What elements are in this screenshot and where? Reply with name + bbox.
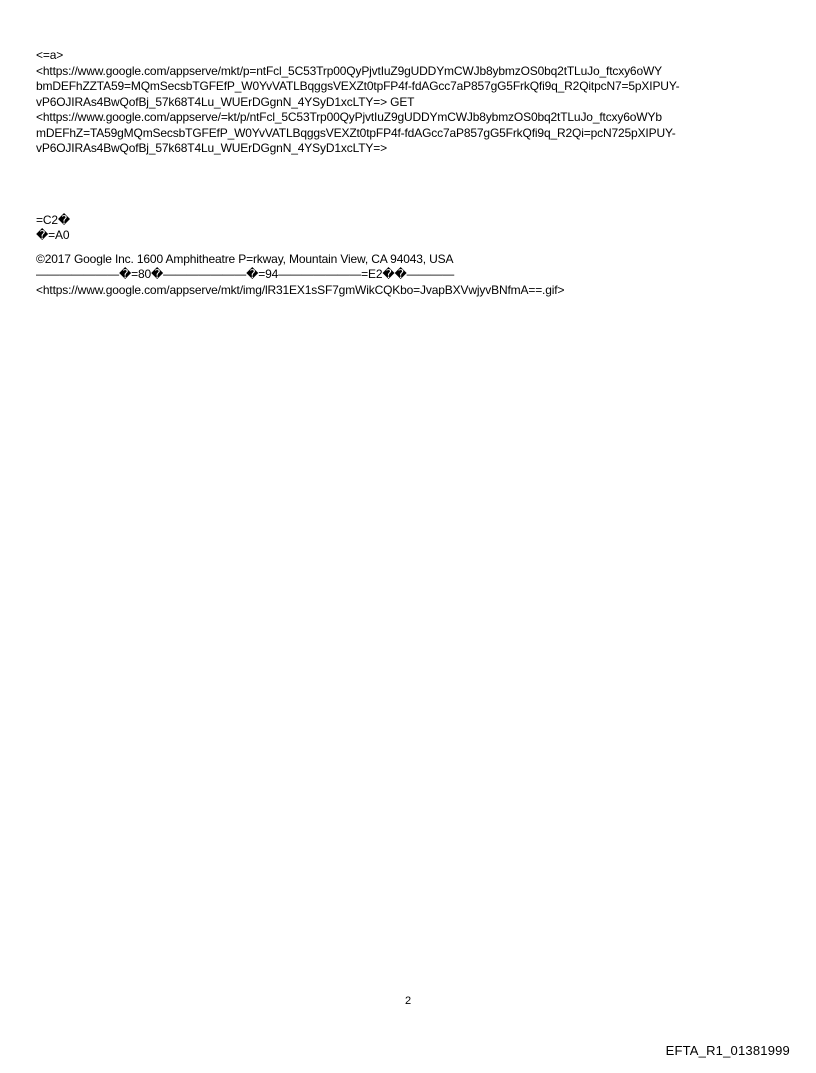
url-line: <https://www.google.com/appserve/=kt/p/ntFcl_5C53Trp00QyPjvtIuZ9gUDDYmCWJb8ybmzOS0bq2tTLuJo_ftcxy6oWYb xyxy=(36,110,662,124)
url-line: <https://www.google.com/appserve/mkt/p=ntFcl_5C53Trp00QyPjvtIuZ9gUDDYmCWJb8ybmzOS0bq2tTLuJo_ftcxy6oWY xyxy=(36,63,663,78)
bates-number: EFTA_R1_01381999 xyxy=(665,1043,790,1058)
encoded-char-line: =C2� xyxy=(36,212,71,227)
url-line: vP6OJIRAs4BwQofBj_57k68T4Lu_WUErDGgnN_4YSyD1xcLTY=> GET xyxy=(36,94,415,109)
url-line: bmDEFhZZTA59=MQmSecsbTGFEfP_W0YvVATLBqggsVEXZt0tpFP4f-fdAGcc7aP857gG5FrkQfi9q_R2QitpcN7=5pXIPUY- xyxy=(36,79,680,93)
copyright-line: ©2017 Google Inc. 1600 Amphitheatre P=rkway, Mountain View, CA 94043, USA xyxy=(36,251,454,266)
image-url-line: <https://www.google.com/appserve/mkt/img/lR31EX1sSF7gmWikCQKbo=JvapBXVwjyvBNfmA==.gif> xyxy=(36,282,565,297)
separator-line: ———————�=80�———————�=94———————=E2��———— xyxy=(36,267,455,281)
page-number: 2 xyxy=(404,995,412,1007)
email-body-text xyxy=(36,48,786,298)
url-line: vP6OJIRAs4BwQofBj_57k68T4Lu_WUErDGgnN_4YSyD1xcLTY=> xyxy=(36,141,387,155)
spacer xyxy=(36,157,786,213)
text-line: <=a> xyxy=(36,48,64,62)
encoded-char-line: �=A0 xyxy=(36,228,70,242)
spacer xyxy=(36,244,786,252)
url-line: mDEFhZ=TA59gMQmSecsbTGFEfP_W0YvVATLBqggsVEXZt0tpFP4f-fdAGcc7aP857gG5FrkQfi9q_R2Qi=pcN725pXIPUY- xyxy=(36,125,676,140)
